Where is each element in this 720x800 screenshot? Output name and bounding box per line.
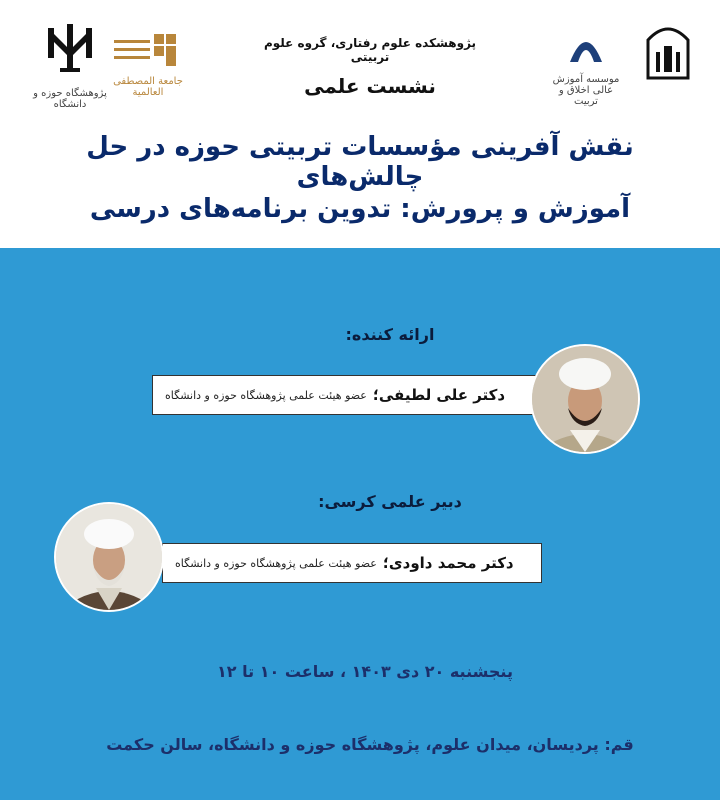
event-date-time: پنجشنبه ۲۰ دی ۱۴۰۳ ، ساعت ۱۰ تا ۱۲ xyxy=(217,662,513,681)
hawzeh-logo-icon xyxy=(30,20,110,82)
mustafa-logo-text: جامعة المصطفی العالمیة xyxy=(113,76,183,98)
presenter-photo xyxy=(530,344,640,454)
seminar-label: نشست علمی xyxy=(304,74,436,98)
secretary-role: عضو هیئت علمی پژوهشگاه حوزه و دانشگاه xyxy=(175,556,377,570)
akhlagh-logo-icon xyxy=(550,22,622,68)
presenter-label: ارائه کننده: xyxy=(345,325,435,344)
seminary-logo-icon xyxy=(638,16,698,86)
presenter-box xyxy=(152,375,540,415)
secretary-portrait-icon xyxy=(56,504,162,610)
title-line-2: آموزش و پرورش: تدوین برنامه‌های درسی xyxy=(89,194,631,224)
presenter-role: عضو هیئت علمی پژوهشگاه حوزه و دانشگاه xyxy=(165,388,367,402)
mustafa-logo-icon xyxy=(110,30,186,70)
secretary-name: دکتر محمد داودی؛ xyxy=(382,554,514,572)
secretary-label: دبیر علمی کرسی: xyxy=(318,492,462,511)
presenter-name: دکتر علی لطیفی؛ xyxy=(372,386,506,404)
jamiat-al-mustafa-logo xyxy=(110,30,186,98)
hawzeh-university-logo xyxy=(30,20,110,110)
secretary-photo xyxy=(54,502,164,612)
seminary-logo xyxy=(638,16,698,86)
secretary-box xyxy=(162,543,542,583)
akhlagh-tarbiat-logo xyxy=(550,22,622,107)
event-venue: قم: پردیسان، میدان علوم، پژوهشگاه حوزه و دانشگاه، سالن حکمت xyxy=(106,735,634,754)
institute-line: پژوهشکده علوم رفتاری، گروه علوم تربیتی xyxy=(263,36,477,64)
akhlagh-logo-text: موسسه آموزش عالی اخلاق و تربیت xyxy=(552,74,620,107)
title-line-1: نقش آفرینی مؤسسات تربیتی حوزه در حل چالش‌های xyxy=(86,132,634,192)
presenter-portrait-icon xyxy=(532,346,638,452)
hawzeh-logo-text: پژوهشگاه حوزه و دانشگاه xyxy=(33,88,107,110)
